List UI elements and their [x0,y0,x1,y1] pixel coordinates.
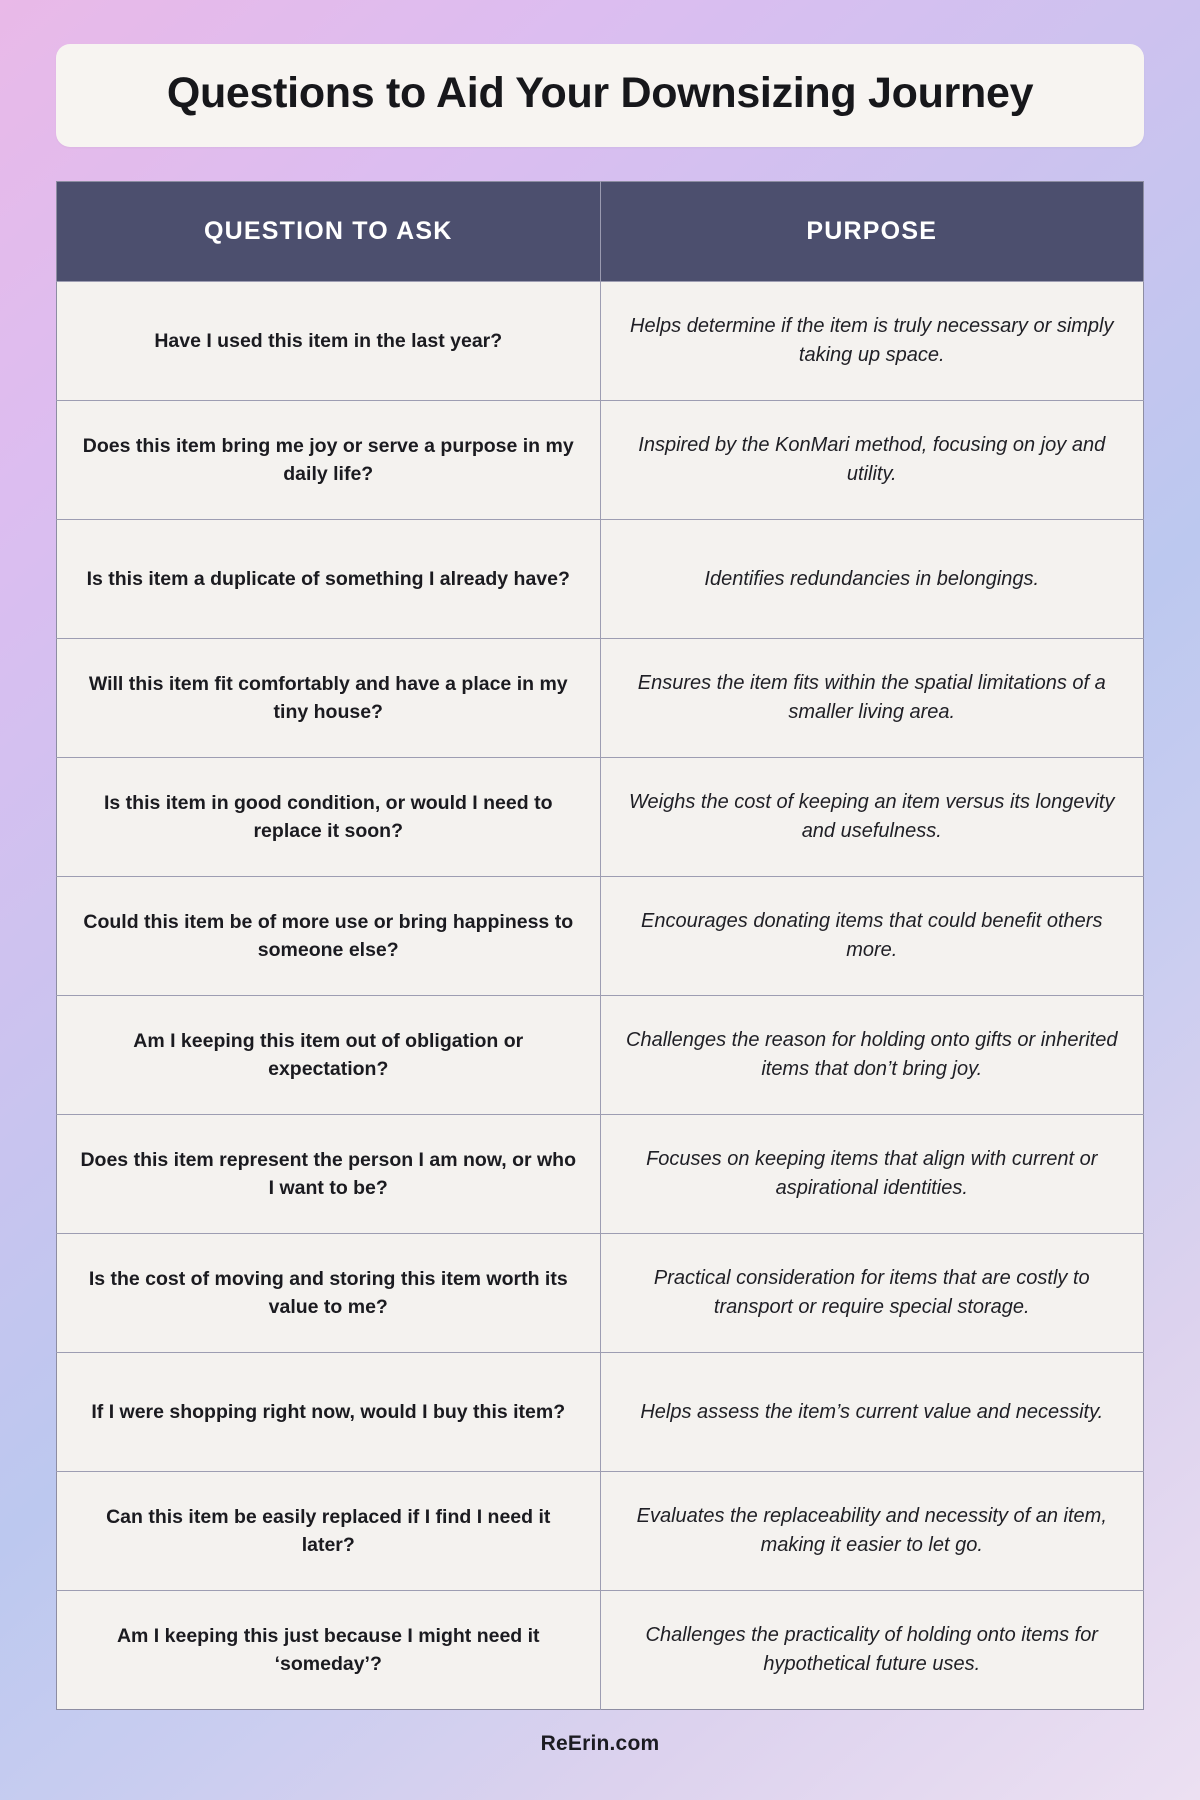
table-row [57,282,1144,401]
table-header [57,182,1144,282]
title-card [56,44,1144,147]
purpose-cell: Inspired by the KonMari method, focusing on joy and utility. [600,401,1144,520]
table-row [57,401,1144,520]
table-row [57,1353,1144,1472]
purpose-cell: Practical consideration for items that are costly to transport or require special storage. [600,1234,1144,1353]
table-row [57,877,1144,996]
purpose-cell: Encourages donating items that could benefit others more. [600,877,1144,996]
purpose-cell: Helps determine if the item is truly necessary or simply taking up space. [600,282,1144,401]
column-header-purpose: PURPOSE [600,182,1144,282]
question-cell: Does this item bring me joy or serve a purpose in my daily life? [57,401,601,520]
purpose-cell: Evaluates the replaceability and necessity of an item, making it easier to let go. [600,1472,1144,1591]
table-row [57,996,1144,1115]
questions-table [56,181,1144,1710]
question-cell: Have I used this item in the last year? [57,282,601,401]
page-title: Questions to Aid Your Downsizing Journey [166,69,1034,117]
table-row [57,758,1144,877]
table-row [57,520,1144,639]
table-row [57,1472,1144,1591]
footer-attribution: ReErin.com [540,1732,660,1756]
purpose-cell: Focuses on keeping items that align with current or aspirational identities. [600,1115,1144,1234]
question-cell: Am I keeping this item out of obligation or expectation? [57,996,601,1115]
purpose-cell: Identifies redundancies in belongings. [600,520,1144,639]
question-cell: Will this item fit comfortably and have a place in my tiny house? [57,639,601,758]
column-header-question: QUESTION TO ASK [57,182,601,282]
table-row [57,639,1144,758]
question-cell: Can this item be easily replaced if I find I need it later? [57,1472,601,1591]
question-cell: Is the cost of moving and storing this item worth its value to me? [57,1234,601,1353]
purpose-cell: Challenges the reason for holding onto gifts or inherited items that don’t bring joy. [600,996,1144,1115]
table-header-row [57,182,1144,282]
question-cell: If I were shopping right now, would I buy this item? [57,1353,601,1472]
purpose-cell: Weighs the cost of keeping an item versus its longevity and usefulness. [600,758,1144,877]
table-row [57,1115,1144,1234]
purpose-cell: Helps assess the item’s current value and necessity. [600,1353,1144,1472]
question-cell: Is this item in good condition, or would I need to replace it soon? [57,758,601,877]
table-row [57,1591,1144,1710]
table-body [57,282,1144,1710]
purpose-cell: Challenges the practicality of holding onto items for hypothetical future uses. [600,1591,1144,1710]
table-row [57,1234,1144,1353]
question-cell: Could this item be of more use or bring happiness to someone else? [57,877,601,996]
question-cell: Am I keeping this just because I might need it ‘someday’? [57,1591,601,1710]
purpose-cell: Ensures the item fits within the spatial limitations of a smaller living area. [600,639,1144,758]
question-cell: Does this item represent the person I am now, or who I want to be? [57,1115,601,1234]
question-cell: Is this item a duplicate of something I already have? [57,520,601,639]
